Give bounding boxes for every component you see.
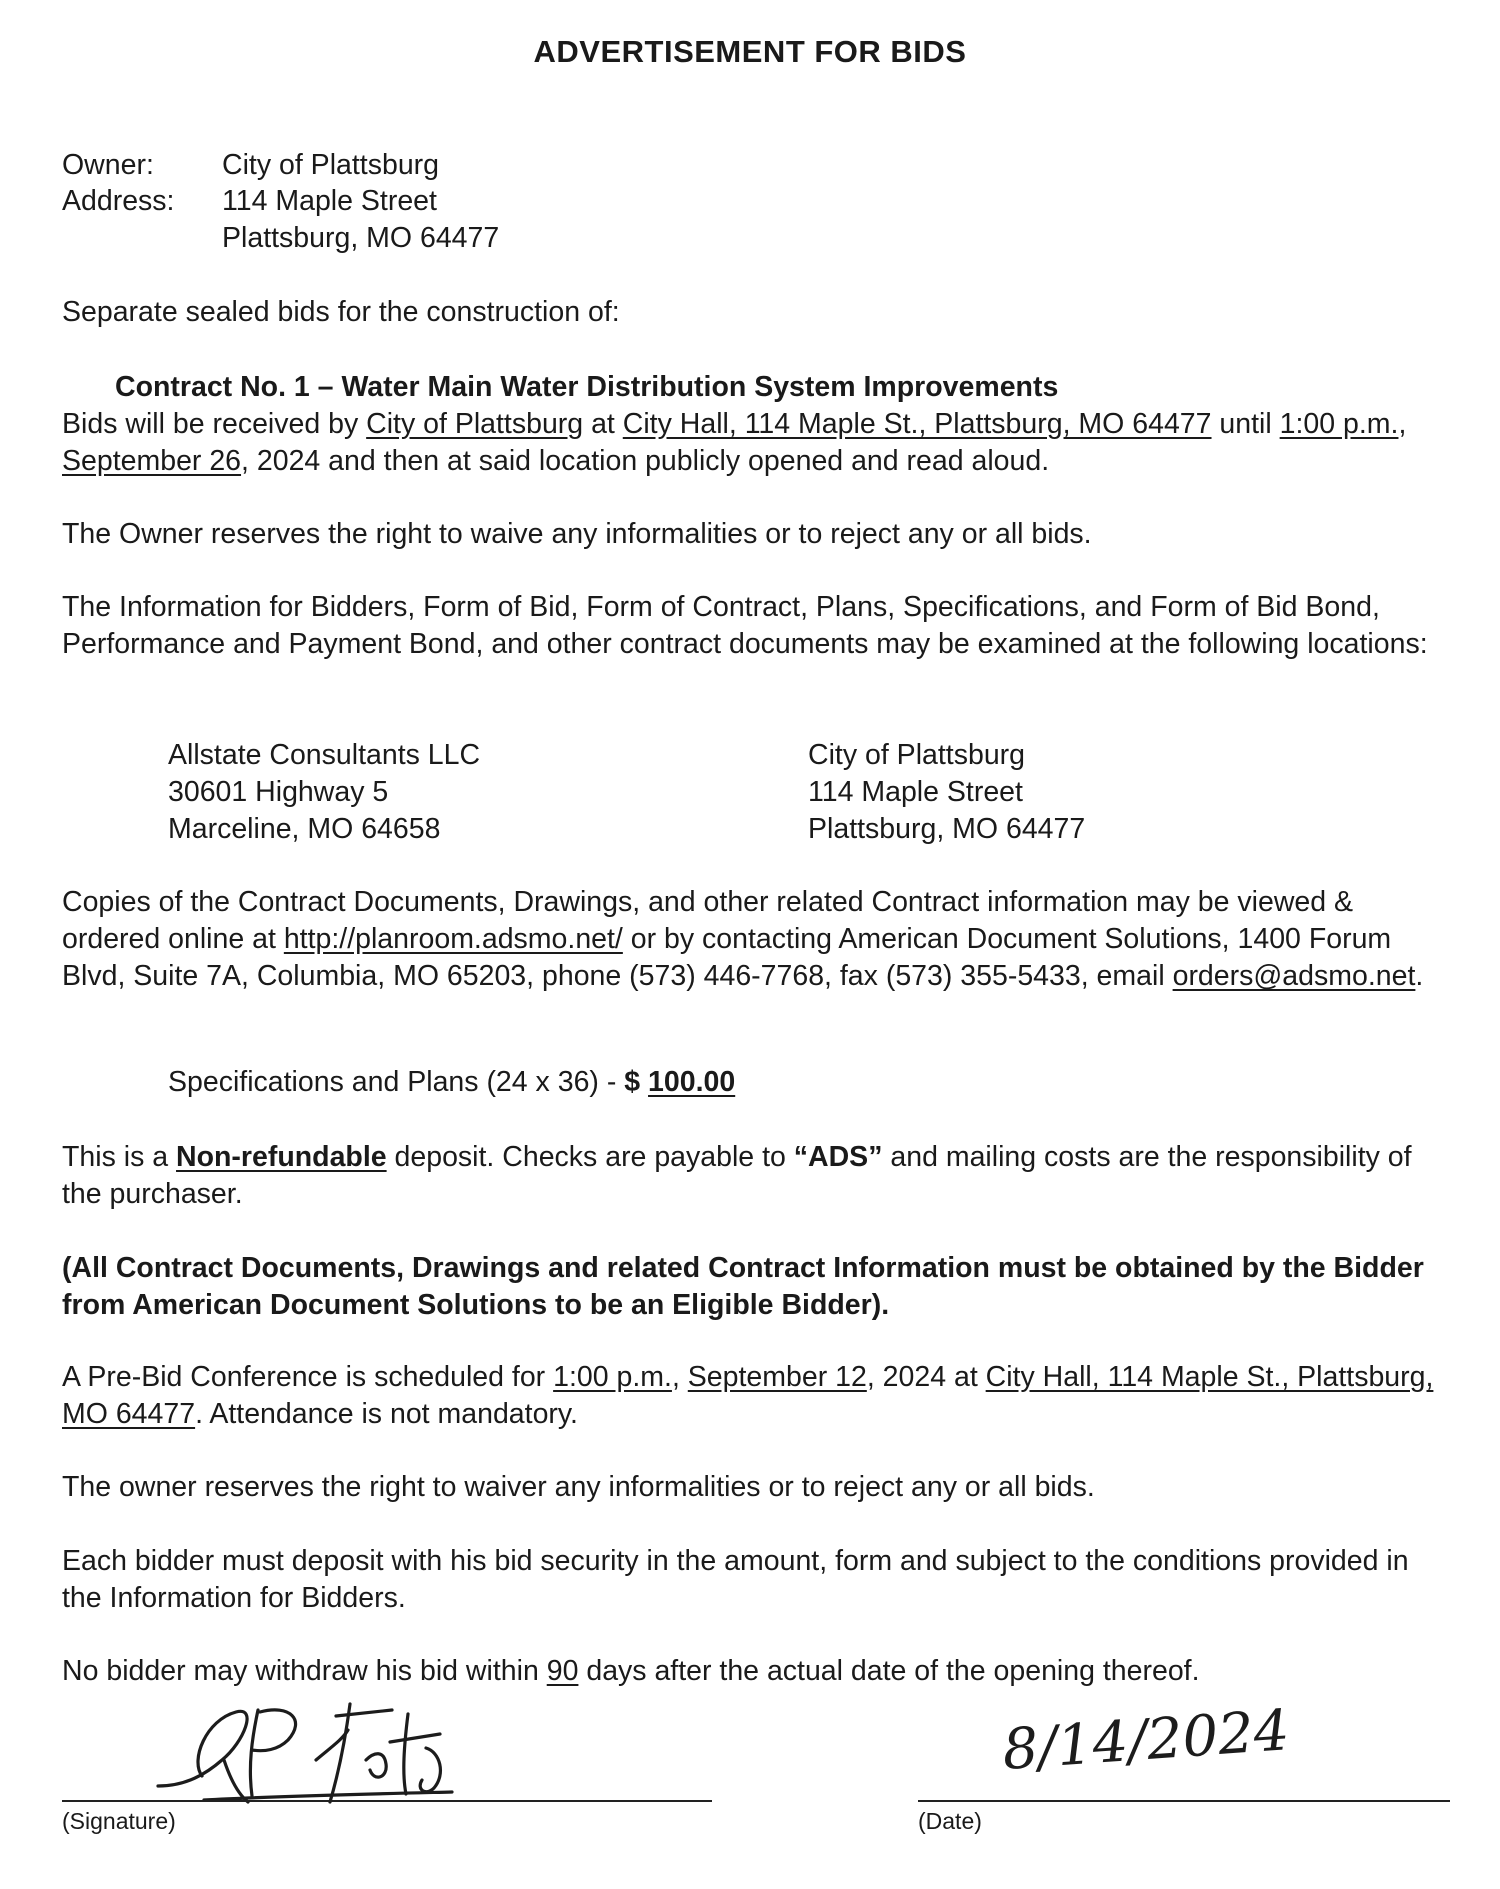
price-line: Specifications and Plans (24 x 36) - $ 100.00 [168,1066,736,1098]
document-title: ADVERTISEMENT FOR BIDS [533,34,967,69]
intro-text: Separate sealed bids for the construction of: [62,296,620,328]
copies-paragraph: Copies of the Contract Documents, Drawings, and other related Contract information may be viewed & ordered online at http://planroom.adsmo.net/ or by contacting American Document Solutions, 1400 Forum Blvd, Suite 7A, Columbia, MO 65203, phone (573) 446-7768, fax (573) 355-5433, email orders@adsmo.net. [62,886,1424,992]
bid-date: September 26 [62,445,242,477]
price-amount: 100.00 [648,1066,736,1098]
bid-location: City Hall, 114 Maple St., Plattsburg, MO 64477 [622,408,1212,440]
address-line-1: 114 Maple Street [222,185,437,217]
location-allstate: Allstate Consultants LLC 30601 Highway 5 Marceline, MO 64658 [168,739,481,845]
handwritten-date: 8/14/2024 [1000,1698,1292,1783]
eligibility-notice: (All Contract Documents, Drawings and related Contract Information must be obtained by the Bidder from American Document Solutions to be an Eligible Bidder). [62,1252,1424,1321]
signature-label: (Signature) [62,1808,176,1834]
documents-examined-paragraph: The Information for Bidders, Form of Bid, Form of Contract, Plans, Specifications, and Form of Bid Bond, Performance and Payment Bond, and other contract documents may be examined at the following locations: [62,591,1428,660]
reserve-right-paragraph-2: The owner reserves the right to waiver any informalities or to reject any or all bids. [62,1471,1095,1503]
prebid-time: 1:00 p.m. [553,1361,672,1393]
signature-line [62,1800,712,1802]
owner-value: City of Plattsburg [222,149,440,181]
bids-received-paragraph: Bids will be received by City of Plattsburg at City Hall, 114 Maple St., Plattsburg, MO 64477 until 1:00 p.m., September 26, 2024 and then at said location publicly opened and read aloud. [62,408,1407,477]
address-line-2: Plattsburg, MO 64477 [222,222,500,254]
prebid-date: September 12 [687,1361,867,1393]
planroom-link[interactable]: http://planroom.adsmo.net/ [283,923,623,955]
bid-time: 1:00 p.m. [1279,408,1399,440]
bid-security-paragraph: Each bidder must deposit with his bid security in the amount, form and subject to the conditions provided in the Information for Bidders. [62,1545,1409,1614]
bid-owner: City of Plattsburg [366,408,584,440]
location-city-hall: City of Plattsburg 114 Maple Street Plattsburg, MO 64477 [808,739,1086,845]
contract-title: Contract No. 1 – Water Main Water Distribution System Improvements [115,371,1059,403]
deposit-paragraph: This is a Non-refundable deposit. Checks are payable to “ADS” and mailing costs are the responsibility of the purchaser. [62,1141,1412,1210]
non-refundable-label: Non-refundable [176,1141,387,1173]
prebid-paragraph: A Pre-Bid Conference is scheduled for 1:00 p.m., September 12, 2024 at City Hall, 114 Maple St., Plattsburg, MO 64477. Attendance is not mandatory. [62,1361,1434,1430]
owner-label: Owner: [62,149,154,181]
date-label: (Date) [918,1808,982,1834]
withdraw-paragraph: No bidder may withdraw his bid within 90 days after the actual date of the opening thereof. [62,1655,1200,1687]
date-line [918,1800,1450,1802]
prebid-location: City Hall, 114 Maple St., Plattsburg, MO 64477 [62,1361,1434,1430]
reserve-right-paragraph-1: The Owner reserves the right to waive any informalities or to reject any or all bids. [62,518,1092,550]
orders-email-link[interactable]: orders@adsmo.net [1172,960,1416,992]
withdraw-days: 90 [546,1655,579,1687]
address-label: Address: [62,185,175,217]
